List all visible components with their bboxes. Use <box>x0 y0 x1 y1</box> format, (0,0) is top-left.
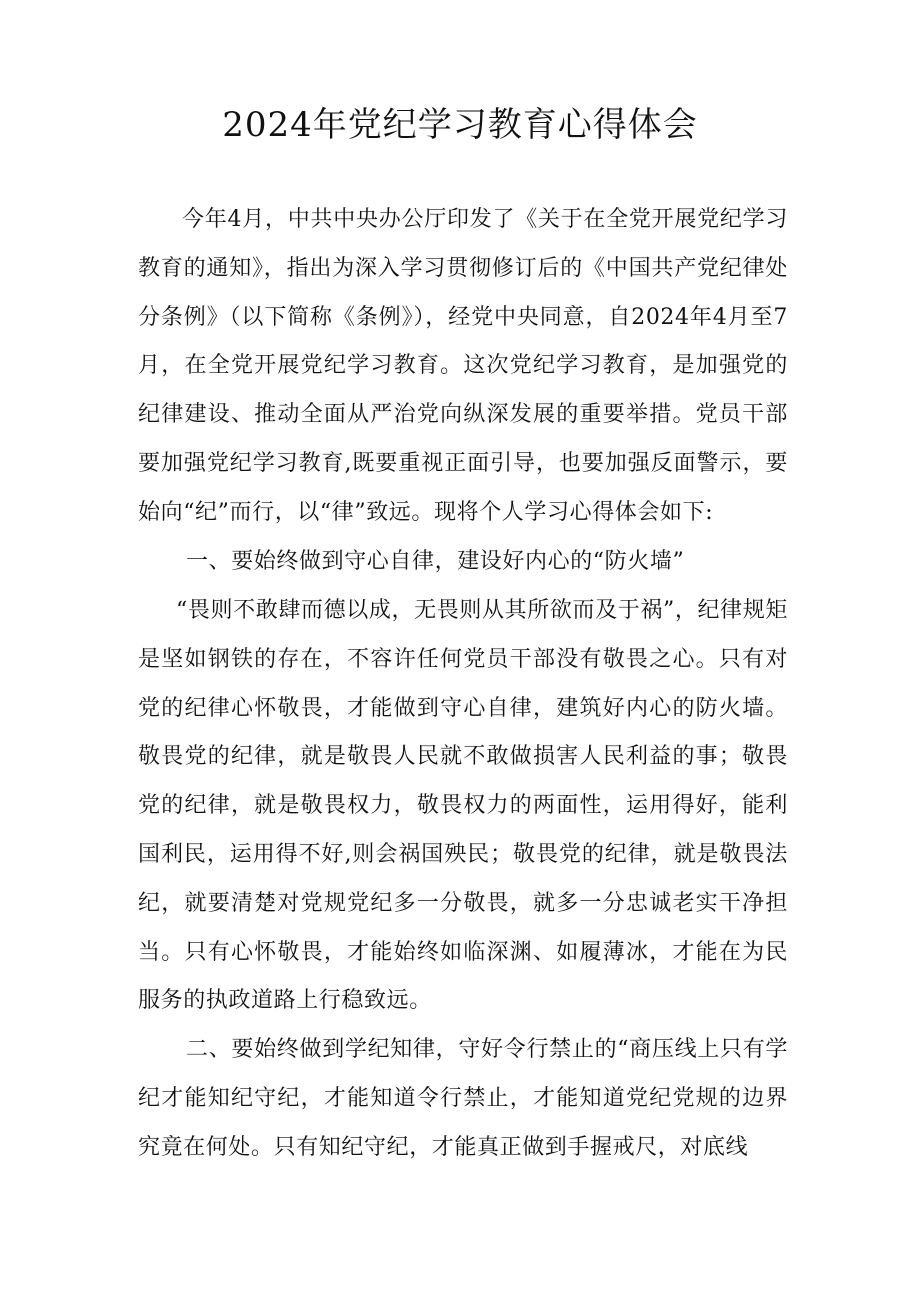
intro-paragraph: 今年4月，中共中央办公厅印发了《关于在全党开展党纪学习教育的通知》，指出为深入学习贯彻修订后的《中国共产党纪律处分条例》（以下简称《条例》），经党中央同意，自2024年4月至7月，在全党开展党纪学习教育。这次党纪学习教育，是加强党的纪律建设、推动全面从严治党向纵深发展的重要举措。党员干部要加强党纪学习教育,既要重视正面引导，也要加强反面警示，要始向“纪”而行，以“律”致远。现将个人学习心得体会如下: <box>138 207 788 525</box>
document-title: 2024年党纪学习教育心得体会 <box>222 105 698 145</box>
section-one-heading: 一、要始终做到守心自律，建设好内心的“防火墙” <box>186 549 685 574</box>
section-one-paragraph: “畏则不敢肆而德以成，无畏则从其所欲而及于祸”，纪律规矩是坚如钢铁的存在，不容许任何党员干部没有敬畏之心。只有对党的纪律心怀敬畏，才能做到守心自律，建筑好内心的防火墙。敬畏党的纪律，就是敬畏人民就不敢做损害人民利益的事；敬畏党的纪律，就是敬畏权力，敬畏权力的两面性，运用得好，能利国利民，运用得不好,则会祸国殃民；敬畏党的纪律，就是敬畏法纪，就要清楚对党规党纪多一分敬畏，就多一分忠诚老实干净担当。只有心怀敬畏，才能始终如临深渊、如履薄冰，才能在为民服务的执政道路上行稳致远。 <box>138 598 788 1014</box>
section-two-paragraph: 二、要始终做到学纪知律，守好令行禁止的“商压线上只有学纪才能知纪守纪，才能知道令行禁止，才能知道党纪党规的边界究竟在何处。只有知纪守纪，才能真正做到手握戒尺，对底线 <box>138 1037 788 1160</box>
